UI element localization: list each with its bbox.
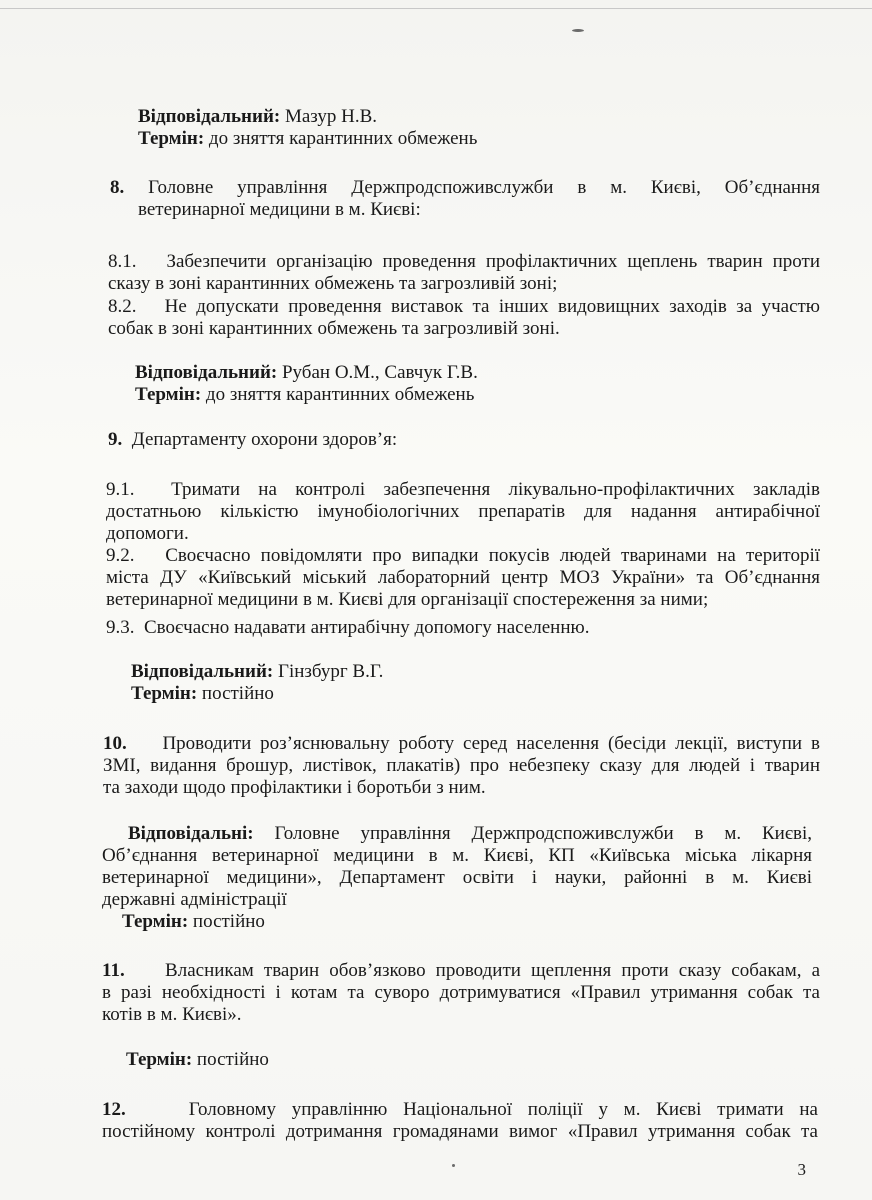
item-8 <box>110 177 820 221</box>
item-text-line: Забезпечити організацію проведення профілактичних щеплень тварин проти <box>166 251 820 272</box>
responsible-value: Мазур Н.В. <box>284 106 378 127</box>
item-text-line: сказу в зоні карантинних обмежень та загрозливій зоні; <box>108 273 558 294</box>
item-text-line: достатньою кількістю імунобіологічних препаратів для надання антирабічної <box>106 501 820 522</box>
item-text-line: Власникам тварин обов’язково проводити щеплення проти сказу собакам, а <box>165 960 821 981</box>
item-text-line: Тримати на контролі забезпечення лікувально-профілактичних закладів <box>171 479 821 500</box>
responsible-block-3 <box>131 661 383 705</box>
item-9-3 <box>106 617 589 639</box>
item-text-line: Не допускати проведення виставок та інших видовищних заходів за участю <box>164 296 820 317</box>
item-text-line: ветеринарної медицини в м. Києві: <box>138 199 421 220</box>
item-number: 11. <box>102 960 125 981</box>
item-text-line: міста ДУ «Київський міський лабораторний центр МОЗ України» та Об’єднання <box>106 567 820 588</box>
item-text-line: Департаменту охорони здоров’я: <box>131 429 398 450</box>
item-text-line: допомоги. <box>106 523 189 544</box>
item-8-2 <box>108 296 820 340</box>
item-9 <box>108 429 397 451</box>
term-value: до зняття карантинних обмежень <box>205 384 475 405</box>
term-label: Термін: <box>138 128 205 149</box>
scan-edge-line <box>0 8 872 9</box>
responsible-value: державні адміністрації <box>102 889 287 910</box>
item-text-line: ЗМІ, видання брошур, листівок, плакатів) про небезпеку сказу для людей і тварин <box>103 755 820 776</box>
item-text-line: собак в зоні карантинних обмежень та загрозливій зоні. <box>108 318 560 339</box>
item-text-line: котів в м. Києві». <box>102 1004 242 1025</box>
item-text-line: та заходи щодо профілактики і боротьби з ним. <box>103 777 486 798</box>
page-number: 3 <box>797 1160 806 1179</box>
term-value: постійно <box>192 911 265 932</box>
term-block-5 <box>126 1049 269 1071</box>
responsible-label: Відповідальний: <box>131 661 274 682</box>
term-value: постійно <box>201 683 274 704</box>
item-text-line: в разі необхідності і котам та суворо дотримуватися «Правил утримання собак та <box>102 982 820 1003</box>
term-value: постійно <box>196 1049 269 1070</box>
item-text-line: Головному управлінню Національної поліції у м. Києві тримати на <box>188 1099 818 1120</box>
item-number: 9.3. <box>106 617 135 638</box>
scan-speck <box>452 1164 455 1167</box>
item-12 <box>102 1099 818 1143</box>
item-number: 8.2. <box>108 296 137 317</box>
item-number: 9. <box>108 429 123 450</box>
item-11 <box>102 960 820 1026</box>
item-text-line: Своєчасно надавати антирабічну допомогу населенню. <box>144 617 590 638</box>
item-number: 9.1. <box>106 479 135 500</box>
term-label: Термін: <box>135 384 202 405</box>
responsible-block-1 <box>138 106 477 150</box>
item-text-line: постійному контролі дотримання громадянами вимог «Правил утримання собак та <box>102 1121 818 1142</box>
responsible-value: Об’єднання ветеринарної медицини в м. Києві, КП «Київська міська лікарня <box>102 845 812 866</box>
scan-speck <box>572 29 584 32</box>
item-9-2 <box>106 545 820 611</box>
item-number: 9.2. <box>106 545 135 566</box>
responsible-block-2 <box>135 362 478 406</box>
item-10 <box>103 733 820 799</box>
responsible-value: ветеринарної медицини», Департамент освіти і науки, районні в м. Києві <box>102 867 812 888</box>
responsible-block-4 <box>102 823 812 933</box>
item-text-line: Головне управління Держпродспоживслужби в м. Києві, Об’єднання <box>148 177 820 198</box>
responsible-value: Головне управління Держпродспоживслужби в м. Києві, <box>274 823 812 844</box>
item-text-line: Проводити роз’яснювальну роботу серед населення (бесіди лекції, виступи в <box>162 733 820 754</box>
term-label: Термін: <box>131 683 198 704</box>
item-9-1 <box>106 479 820 545</box>
item-number: 8. <box>110 177 125 198</box>
item-number: 8.1. <box>108 251 137 272</box>
responsible-label: Відповідальні: <box>128 823 254 844</box>
item-text-line: ветеринарної медицини в м. Києві для організації спостереження за ними; <box>106 589 709 610</box>
responsible-label: Відповідальний: <box>138 106 281 127</box>
item-8-1 <box>108 251 820 295</box>
responsible-label: Відповідальний: <box>135 362 278 383</box>
term-value: до зняття карантинних обмежень <box>208 128 478 149</box>
responsible-value: Гінзбург В.Г. <box>277 661 384 682</box>
term-label: Термін: <box>122 911 189 932</box>
responsible-value: Рубан О.М., Савчук Г.В. <box>281 362 478 383</box>
term-label: Термін: <box>126 1049 193 1070</box>
item-text-line: Своєчасно повідомляти про випадки покусів людей тваринами на території <box>165 545 821 566</box>
item-number: 10. <box>103 733 127 754</box>
item-number: 12. <box>102 1099 126 1120</box>
